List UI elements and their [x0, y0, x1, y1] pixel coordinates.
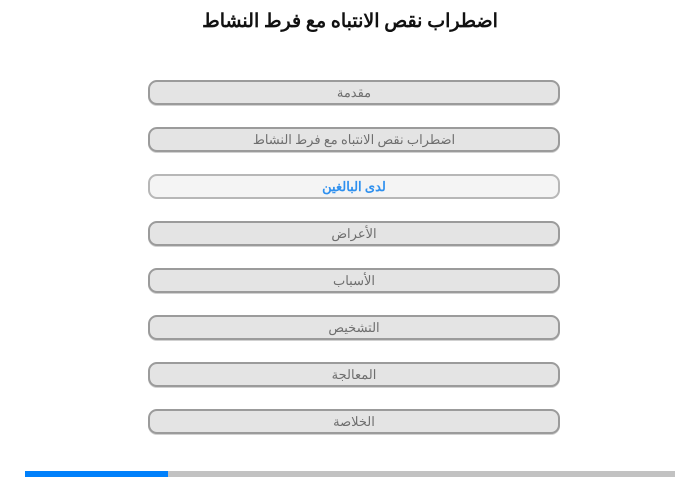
menu-item-label: الأعراض [331, 226, 377, 241]
menu-item-label: اضطراب نقص الانتباه مع فرط النشاط [252, 132, 456, 147]
menu-item-2[interactable] [148, 174, 560, 199]
menu-item-0[interactable] [148, 80, 560, 105]
menu-item-4[interactable] [148, 268, 560, 293]
menu-item-label: لدى البالغين [322, 179, 386, 194]
progress-fill [25, 471, 168, 477]
progress-bar [25, 471, 675, 477]
menu [148, 80, 560, 456]
menu-item-7[interactable] [148, 409, 560, 434]
menu-item-label: الخلاصة [333, 414, 375, 429]
menu-item-1[interactable] [148, 127, 560, 152]
menu-item-label: مقدمة [336, 85, 372, 100]
menu-item-5[interactable] [148, 315, 560, 340]
progress-track [168, 471, 675, 477]
menu-item-label: التشخيص [328, 320, 380, 335]
menu-item-label: الأسباب [332, 273, 376, 288]
menu-item-3[interactable] [148, 221, 560, 246]
menu-item-6[interactable] [148, 362, 560, 387]
menu-item-label: المعالجة [331, 367, 377, 382]
page-title: اضطراب نقص الانتباه مع فرط النشاط [202, 11, 498, 32]
